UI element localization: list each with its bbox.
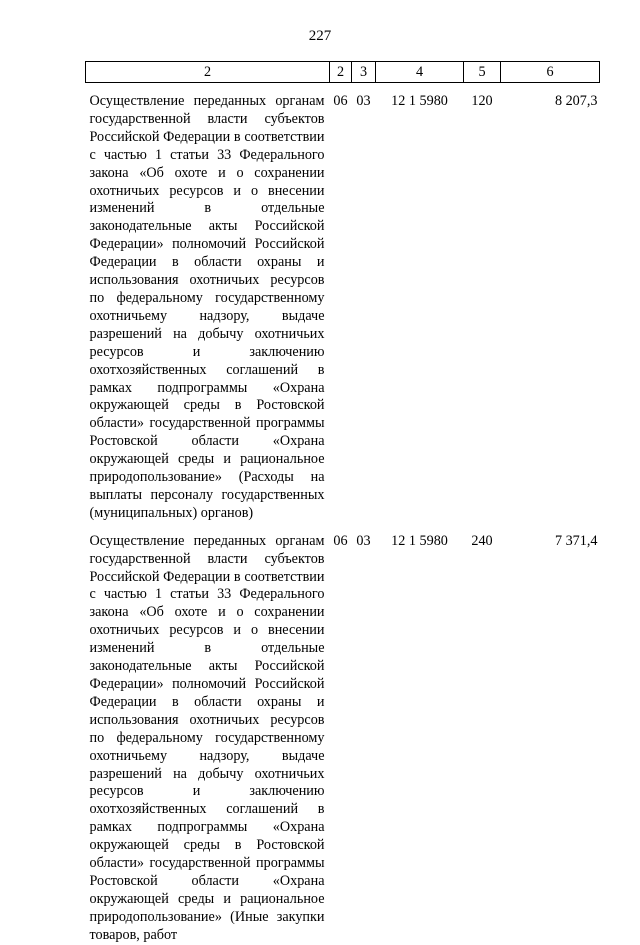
row-name: Осуществление переданных органам государственной власти субъектов Российской Федерации в соответствии с частью 1 статьи 33 Федерального закона «Об охоте и о сохранении охотничьих ресурсов и о внесении изменений в отдельные законодательные акты Российской Федерации» полномочий Российской Федерации в области охраны и использования охотничьих ресурсов по федеральному государственному охотничьему надзору, выдаче разрешений на добычу охотничьих ресурсов и заключению охотхозяйственных соглашений в рамках подпрограммы «Охрана окружающей среды в Ростовской области» государственной программы Ростовской области «Охрана окружающей среды и рациональное природопользование» (Расходы на выплаты персоналу государственных (муниципальных) органов) — [89, 93, 325, 521]
row-expense-type: 120 — [471, 93, 493, 109]
header-col-section: 2 — [330, 62, 352, 83]
header-col-expense-type: 5 — [464, 62, 501, 83]
header-col-target: 4 — [376, 62, 464, 83]
row-amount: 8 207,3 — [554, 93, 598, 109]
row-amount: 7 371,4 — [554, 532, 598, 549]
row-expense-type: 240 — [471, 532, 493, 549]
table-spacer — [86, 83, 600, 94]
page-number: 227 — [308, 28, 332, 44]
header-col-amount: 6 — [501, 62, 600, 83]
row-section: 06 — [333, 532, 348, 549]
row-section: 06 — [333, 93, 348, 109]
row-subsection: 03 — [356, 532, 371, 549]
table-spacer — [86, 523, 600, 533]
row-target: 12 1 5980 — [391, 93, 448, 109]
table-header-row — [86, 62, 600, 83]
row-name: Осуществление переданных органам государственной власти субъектов Российской Федерации в соответствии с частью 1 статьи 33 Федерального закона «Об охоте и о сохранении охотничьих ресурсов и о внесении изменений в отдельные законодательные акты Российской Федерации» полномочий Российской Федерации в области охраны и использования охотничьих ресурсов по федеральному государственному охотничьему надзору, выдаче разрешений на добычу охотничьих ресурсов и заключению охотхозяйственных соглашений в рамках подпрограммы «Охрана окружающей среды в Ростовской области» государственной программы Ростовской области «Охрана окружающей среды и рациональное природопользование» (Иные закупки товаров, работ — [89, 532, 325, 943]
table-row — [86, 93, 600, 523]
table-row — [86, 533, 600, 945]
budget-table — [85, 61, 600, 945]
header-col-subsection: 3 — [352, 62, 376, 83]
header-col-name: 2 — [86, 62, 330, 83]
row-subsection: 03 — [356, 93, 371, 109]
row-target: 12 1 5980 — [391, 532, 448, 549]
